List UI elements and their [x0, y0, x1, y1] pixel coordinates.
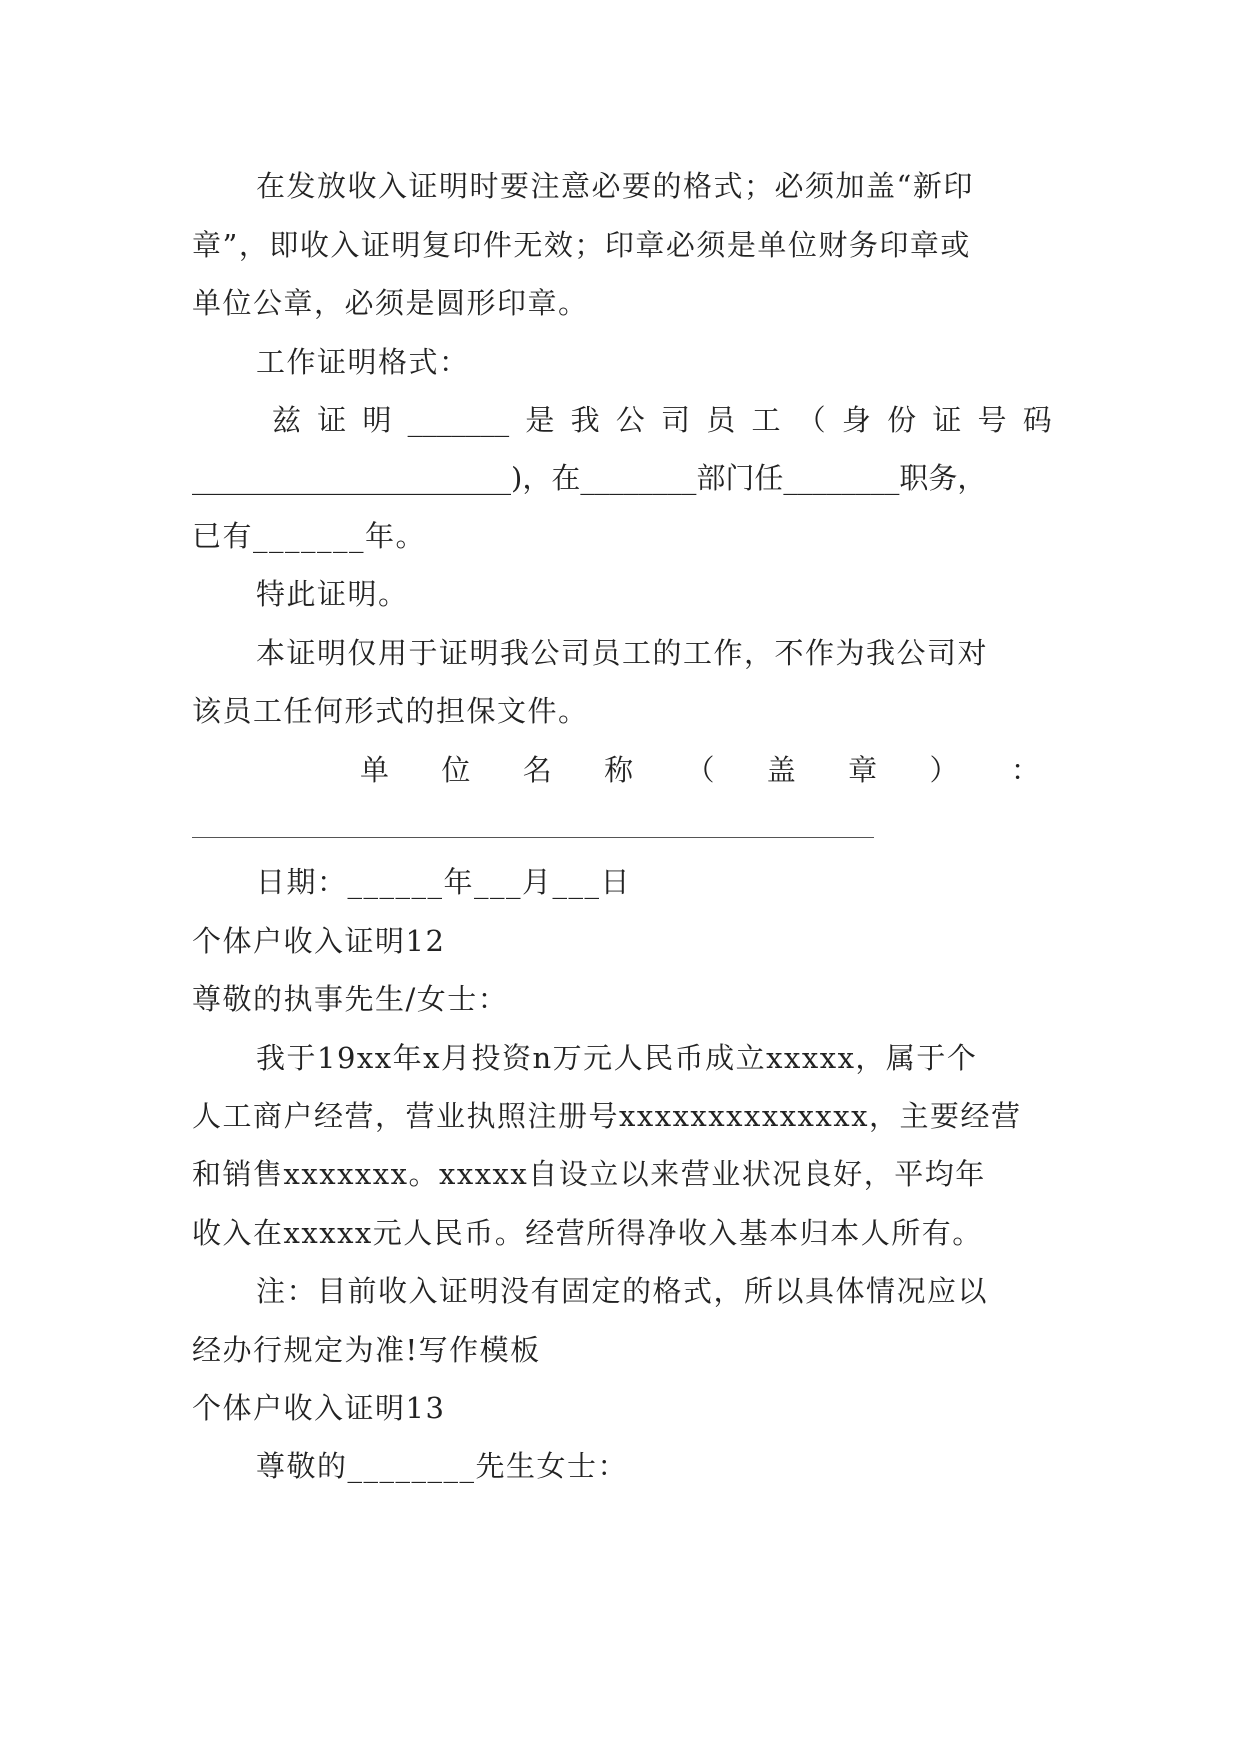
paragraph-line: 本证明仅用于证明我公司员工的工作，不作为我公司对 [256, 636, 989, 670]
cert-char: 号 [977, 403, 1007, 437]
salutation: 尊敬的执事先生/女士： [192, 982, 509, 1016]
unit-name-blank-line [192, 837, 874, 838]
section-heading: 工作证明格式： [256, 345, 470, 379]
cert-char: 份 [887, 403, 917, 437]
section-heading: 个体户收入证明12 [192, 924, 446, 958]
unit-char: 章 [848, 753, 878, 787]
unit-char: ） [929, 753, 959, 787]
cert-char: 我 [570, 403, 600, 437]
cert-char: 明 [362, 403, 392, 437]
unit-char: ： [1010, 753, 1040, 787]
cert-char: 兹 [272, 403, 302, 437]
cert-char: 员 [706, 403, 736, 437]
paragraph-line: 我于19xx年x月投资n万元人民币成立xxxxx，属于个 [256, 1041, 978, 1075]
unit-char: 称 [604, 753, 634, 787]
date-line: 日期：______年___月___日 [256, 865, 632, 899]
note-line: 注：目前收入证明没有固定的格式，所以具体情况应以 [256, 1274, 989, 1308]
cert-char: 证 [932, 403, 962, 437]
name-blank: _______ [407, 403, 510, 437]
cert-char: 公 [615, 403, 645, 437]
paragraph-line: 特此证明。 [256, 577, 409, 611]
paragraph-line: 在发放收入证明时要注意必要的格式；必须加盖“新印 [256, 169, 974, 203]
unit-char: 名 [522, 753, 552, 787]
cert-char: 工 [751, 403, 781, 437]
unit-char: 单 [360, 753, 390, 787]
cert-char: 司 [661, 403, 691, 437]
paragraph-line: ______________________)，在________部门任________职务， [192, 461, 987, 495]
unit-name-line [360, 750, 1040, 790]
paragraph-line: 人工商户经营，营业执照注册号xxxxxxxxxxxxxx，主要经营 [192, 1099, 1022, 1133]
unit-char: 盖 [766, 753, 796, 787]
salutation: 尊敬的________先生女士： [256, 1449, 629, 1483]
paragraph-line: 该员工任何形式的担保文件。 [192, 694, 589, 728]
cert-char: （ [796, 403, 826, 437]
paragraph-line: 章”，即收入证明复印件无效；印章必须是单位财务印章或 [192, 228, 971, 262]
paragraph-line: 收入在xxxxx元人民币。经营所得净收入基本归本人所有。 [192, 1216, 983, 1250]
cert-char: 码 [1022, 403, 1052, 437]
cert-char: 身 [841, 403, 871, 437]
section-heading: 个体户收入证明13 [192, 1391, 446, 1425]
unit-char: 位 [441, 753, 471, 787]
paragraph-line: 已有_______年。 [192, 519, 427, 553]
certificate-line [272, 400, 1052, 440]
unit-char: （ [685, 753, 715, 787]
cert-char: 是 [525, 403, 555, 437]
note-line: 经办行规定为准!写作模板 [192, 1333, 541, 1367]
paragraph-line: 和销售xxxxxxx。xxxxx自设立以来营业状况良好，平均年 [192, 1157, 986, 1191]
paragraph-line: 单位公章，必须是圆形印章。 [192, 286, 589, 320]
cert-char: 证 [317, 403, 347, 437]
